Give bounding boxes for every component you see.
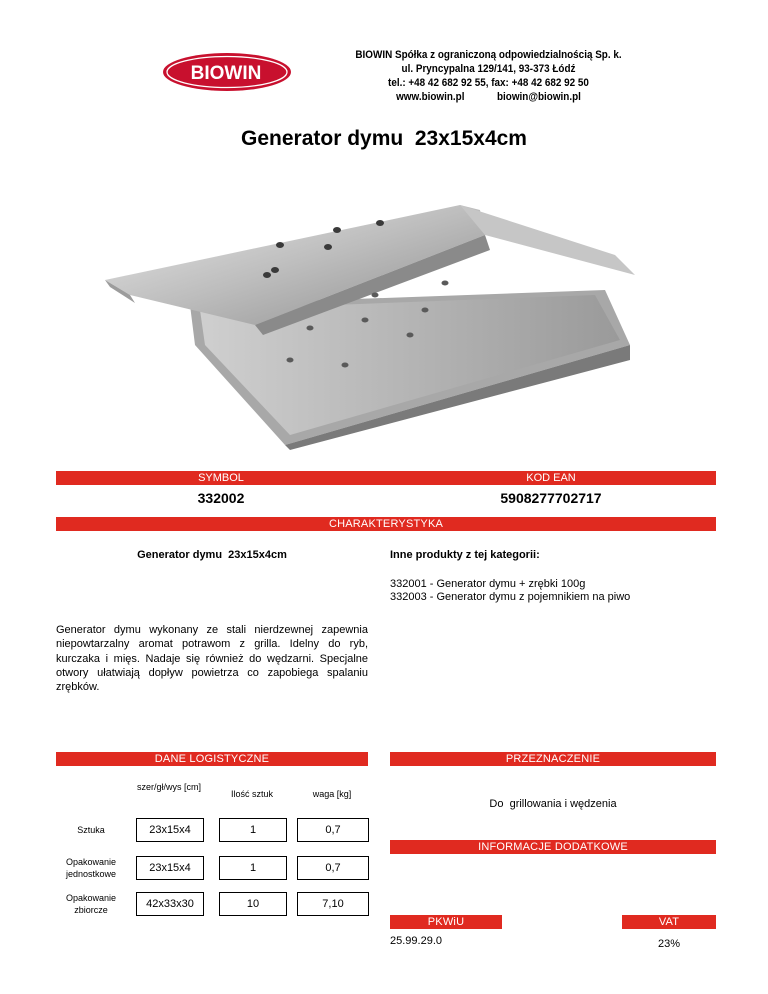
email-link[interactable]: biowin@biowin.pl [496,91,581,103]
cell-dims: 23x15x4 [136,856,204,880]
ean-value: 5908277702717 [500,490,602,506]
related-item[interactable]: 332001 - Generator dymu + zrębki 100g [390,578,586,590]
col-qty: Ilość sztuk [230,789,273,799]
product-photo [105,195,635,450]
cell-dims: 23x15x4 [136,818,204,842]
cell-weight: 0,7 [297,818,369,842]
product-name: Generator dymu 23x15x4cm [137,549,287,561]
pkwiu-label: PKWiU [390,915,502,929]
product-description: Generator dymu wykonany ze stali nierdzewnej zapewnia niepowtarzalny aromat potrawom z grilla. Idelny do ryb, kurczaka i mięs. Nadaje się również do wędzarni. Specjalne otwory ułatwiają dopływ powietrza co zapobiega spalaniu zrębków. [56,624,368,694]
characteristics-label: CHARAKTERYSTYKA [56,517,716,531]
purpose-label: PRZEZNACZENIE [390,752,716,766]
cell-qty: 1 [219,818,287,842]
cell-qty: 1 [219,856,287,880]
vat-label: VAT [622,915,716,929]
cell-dims: 42x33x30 [136,892,204,916]
row-label-bulk: Opakowanie zbiorcze [65,893,117,915]
col-dims: szer/gł/wys [cm] [136,782,201,792]
company-name: BIOWIN Spółka z ograniczoną odpowiedzialnością Sp. k. [355,49,622,61]
col-weight: waga [kg] [312,789,352,799]
cell-weight: 0,7 [297,856,369,880]
row-label-piece: Sztuka [77,825,105,835]
extra-info-label: INFORMACJE DODATKOWE [390,840,716,854]
purpose-value: Do grillowania i wędzenia [489,798,617,810]
company-web-line [340,90,637,104]
biowin-logo [162,52,292,92]
symbol-value: 332002 [197,490,245,506]
website-link[interactable]: www.biowin.pl [396,91,465,103]
company-phone: tel.: +48 42 682 92 55, fax: +48 42 682 92 50 [388,77,589,89]
page-title: Generator dymu 23x15x4cm [241,127,527,150]
logo-text: BIOWIN [190,63,262,84]
related-list [390,578,630,604]
related-item[interactable]: 332003 - Generator dymu z pojemnikiem na piwo [390,591,631,603]
related-heading: Inne produkty z tej kategorii: [390,549,540,561]
company-address: ul. Pryncypalna 129/141, 93-373 Łódź [401,63,576,75]
symbol-label: SYMBOL [198,472,244,484]
pkwiu-value: 25.99.29.0 [390,935,442,947]
cell-weight: 7,10 [297,892,369,916]
logistics-label: DANE LOGISTYCZNE [56,752,368,766]
cell-qty: 10 [219,892,287,916]
company-info [340,48,637,104]
ean-label: KOD EAN [526,472,576,484]
vat-value: 23% [657,938,681,950]
row-label-unit: Opakowanie jednostkowe [65,857,117,879]
